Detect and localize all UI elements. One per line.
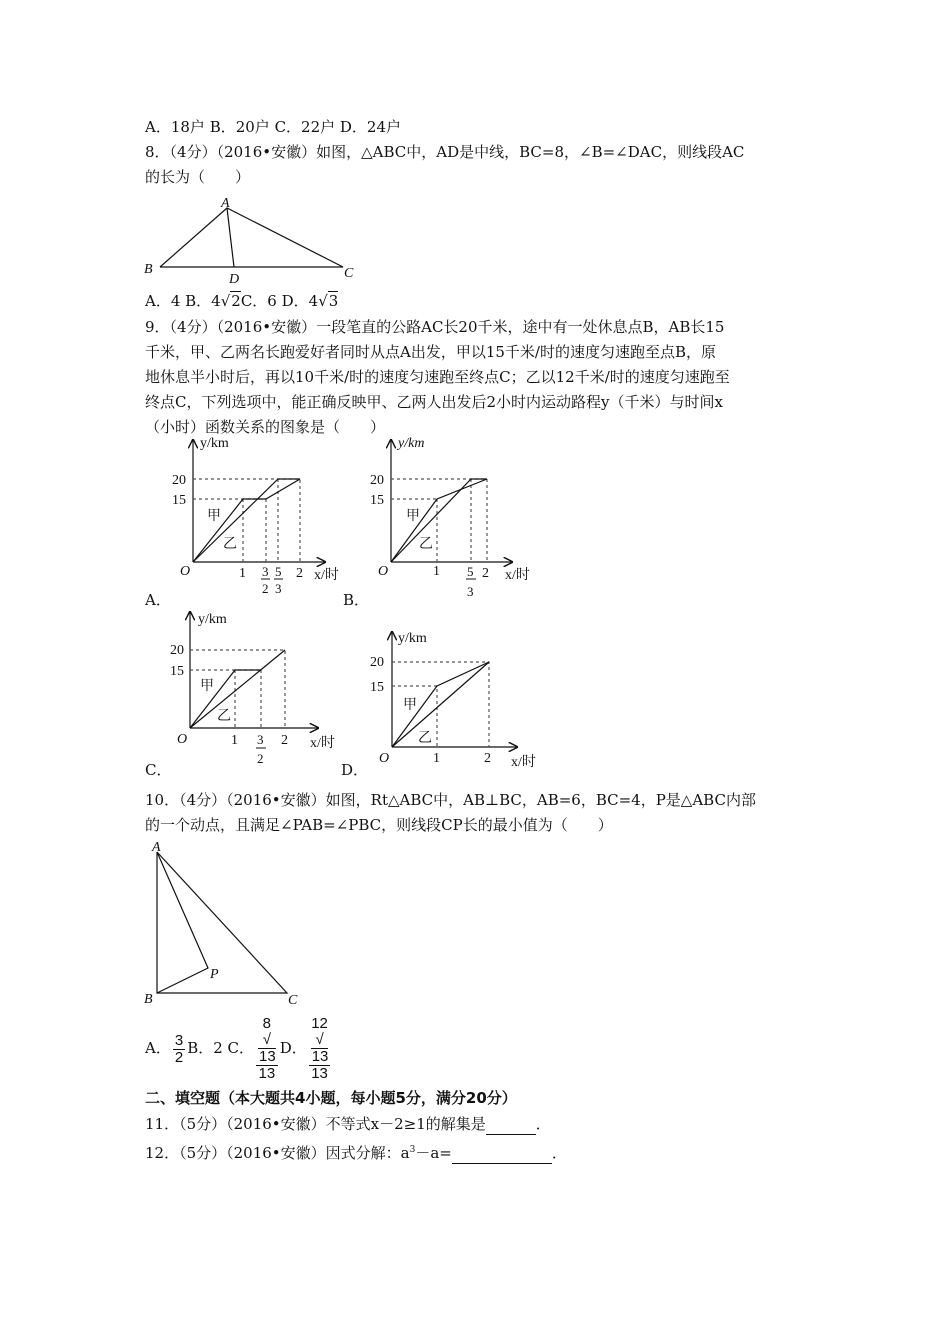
q9-option-a-label: A． (145, 591, 171, 609)
tick-1: 1 (239, 566, 246, 581)
yi-label: 乙 (223, 537, 237, 552)
q12-prompt: 12．（5分）（2016•安徽）因式分解：a (145, 1144, 410, 1162)
exponent: 3 (409, 1145, 416, 1155)
tick-20: 20 (172, 473, 186, 488)
radicand: 13 (311, 1048, 329, 1065)
denominator: 2 (174, 1048, 184, 1066)
q10-text-line1: 10．（4分）（2016•安徽）如图，Rt△ABC中，AB⊥BC，AB=6，BC=4，P是△ABC内部 (145, 791, 756, 809)
y-axis-label: y/km (198, 612, 227, 627)
coefficient: 12 (311, 1015, 328, 1032)
q8-label-b: B (144, 262, 153, 277)
origin-label: O (379, 751, 390, 766)
denominator: 13 (258, 1065, 276, 1082)
q7-options: A．18户 B．20户 C．22户 D．24户 (145, 118, 402, 136)
tick-5-3-den: 3 (467, 584, 474, 599)
denominator: 13 (311, 1065, 328, 1082)
q9-text-line3: 地休息半小时后，再以10千米/时的速度匀速跑至终点C；乙以12千米/时的速度匀速跑至 (145, 368, 730, 386)
q9-graph-c (170, 612, 335, 766)
yi-label: 乙 (419, 537, 433, 552)
q9-option-c-label: C． (145, 761, 172, 779)
q8-label-d: D (229, 272, 240, 287)
numerator: 8 √ 13 (256, 1016, 278, 1066)
tick-20: 20 (370, 473, 384, 488)
tick-15: 15 (172, 493, 186, 508)
tick-3-2-num: 3 (257, 732, 264, 747)
x-axis-label: x/时 (310, 736, 335, 751)
yi-label: 乙 (418, 731, 432, 746)
q8-options: A．4 B．4√2C．6 D．4√3 (145, 292, 339, 310)
q10-triangle-figure (157, 852, 287, 993)
y-axis-label: y/km (200, 436, 229, 451)
jia-label: 甲 (207, 509, 221, 524)
origin-label: O (180, 564, 191, 579)
q8-label-a: A (221, 196, 230, 211)
tick-2: 2 (296, 566, 303, 581)
q9-graph-a (172, 436, 339, 596)
q12-prompt-end: －a= (415, 1144, 452, 1162)
period: ． (551, 1144, 567, 1162)
tick-3-2-den: 2 (257, 751, 264, 766)
q10-label-b: B (144, 992, 153, 1007)
q9-text-line1: 9．（4分）（2016•安徽）一段笔直的公路AC长20千米，途中有一处休息点B，AB长15 (145, 318, 725, 336)
q10-option-a-label: A． (145, 1039, 171, 1057)
q9-text-line5: （小时）函数关系的图象是（ ） (145, 418, 386, 436)
tick-20: 20 (370, 655, 384, 670)
tick-5-3-num: 5 (275, 564, 282, 579)
tick-2: 2 (281, 733, 288, 748)
tick-3-2-den: 2 (262, 581, 269, 596)
q10-option-bc-label: B．2 C． (187, 1039, 254, 1057)
tick-5-3-den: 3 (275, 581, 282, 596)
q9-option-b-label: B． (343, 591, 370, 609)
q9-graph-d (370, 631, 536, 770)
q8-option-b-radicand: 2 (231, 292, 241, 310)
q11-prompt: 11．（5分）（2016•安徽）不等式x－2≥1的解集是 (145, 1115, 486, 1133)
tick-5-3-num: 5 (467, 564, 474, 579)
jia-label: 甲 (406, 509, 420, 524)
origin-label: O (378, 564, 389, 579)
yi-label: 乙 (217, 709, 231, 724)
q10-label-a: A (152, 840, 161, 855)
q8-text-line1: 8．（4分）（2016•安徽）如图，△ABC中，AD是中线，BC=8，∠B=∠DAC，则线段AC (145, 143, 745, 161)
x-axis-label: x/时 (505, 568, 530, 583)
tick-2: 2 (482, 566, 489, 581)
q10-label-p: P (210, 967, 219, 982)
section-heading: 二、填空题（本大题共4小题，每小题5分，满分20分） (145, 1089, 517, 1107)
q8-option-d-radicand: 3 (328, 292, 339, 310)
jia-label: 甲 (403, 698, 417, 713)
q9-option-d-label: D． (341, 761, 369, 779)
origin-label: O (177, 732, 188, 747)
tick-15: 15 (170, 664, 184, 679)
q10-text-line2: 的一个动点，且满足∠PAB=∠PBC，则线段CP长的最小值为（ ） (145, 816, 613, 834)
tick-1: 1 (433, 751, 440, 766)
radicand: 13 (259, 1048, 276, 1065)
y-axis-label: y/km (398, 436, 425, 451)
tick-20: 20 (170, 643, 184, 658)
tick-15: 15 (370, 680, 384, 695)
y-axis-label: y/km (398, 631, 427, 646)
period: ． (535, 1115, 551, 1133)
q10-label-c: C (288, 993, 298, 1008)
q8-text-line2: 的长为（ ） (145, 168, 251, 186)
q9-graph-b (370, 436, 530, 599)
tick-1: 1 (433, 564, 440, 579)
q8-option-cd: C．6 D．4 (240, 292, 319, 310)
tick-15: 15 (370, 493, 384, 508)
x-axis-label: x/时 (314, 568, 339, 583)
numerator: 12 √ 13 (309, 1016, 331, 1066)
tick-3-2-num: 3 (262, 564, 269, 579)
tick-1: 1 (231, 733, 238, 748)
numerator: 3 (174, 1031, 184, 1049)
q9-text-line4: 终点C，下列选项中，能正确反映甲、乙两人出发后2小时内运动路程y（千米）与时间x (145, 393, 723, 411)
q8-label-c: C (344, 266, 354, 281)
jia-label: 甲 (200, 679, 214, 694)
tick-2: 2 (484, 751, 491, 766)
q10-option-d-label: D． (279, 1039, 307, 1057)
x-axis-label: x/时 (511, 755, 536, 770)
q8-triangle-figure (160, 208, 343, 267)
q9-text-line2: 千米，甲、乙两名长跑爱好者同时从点A出发，甲以15千米/时的速度匀速跑至点B，原 (145, 343, 716, 361)
q8-option-ab: A．4 B．4 (145, 292, 221, 310)
coefficient: 8 (262, 1015, 272, 1032)
